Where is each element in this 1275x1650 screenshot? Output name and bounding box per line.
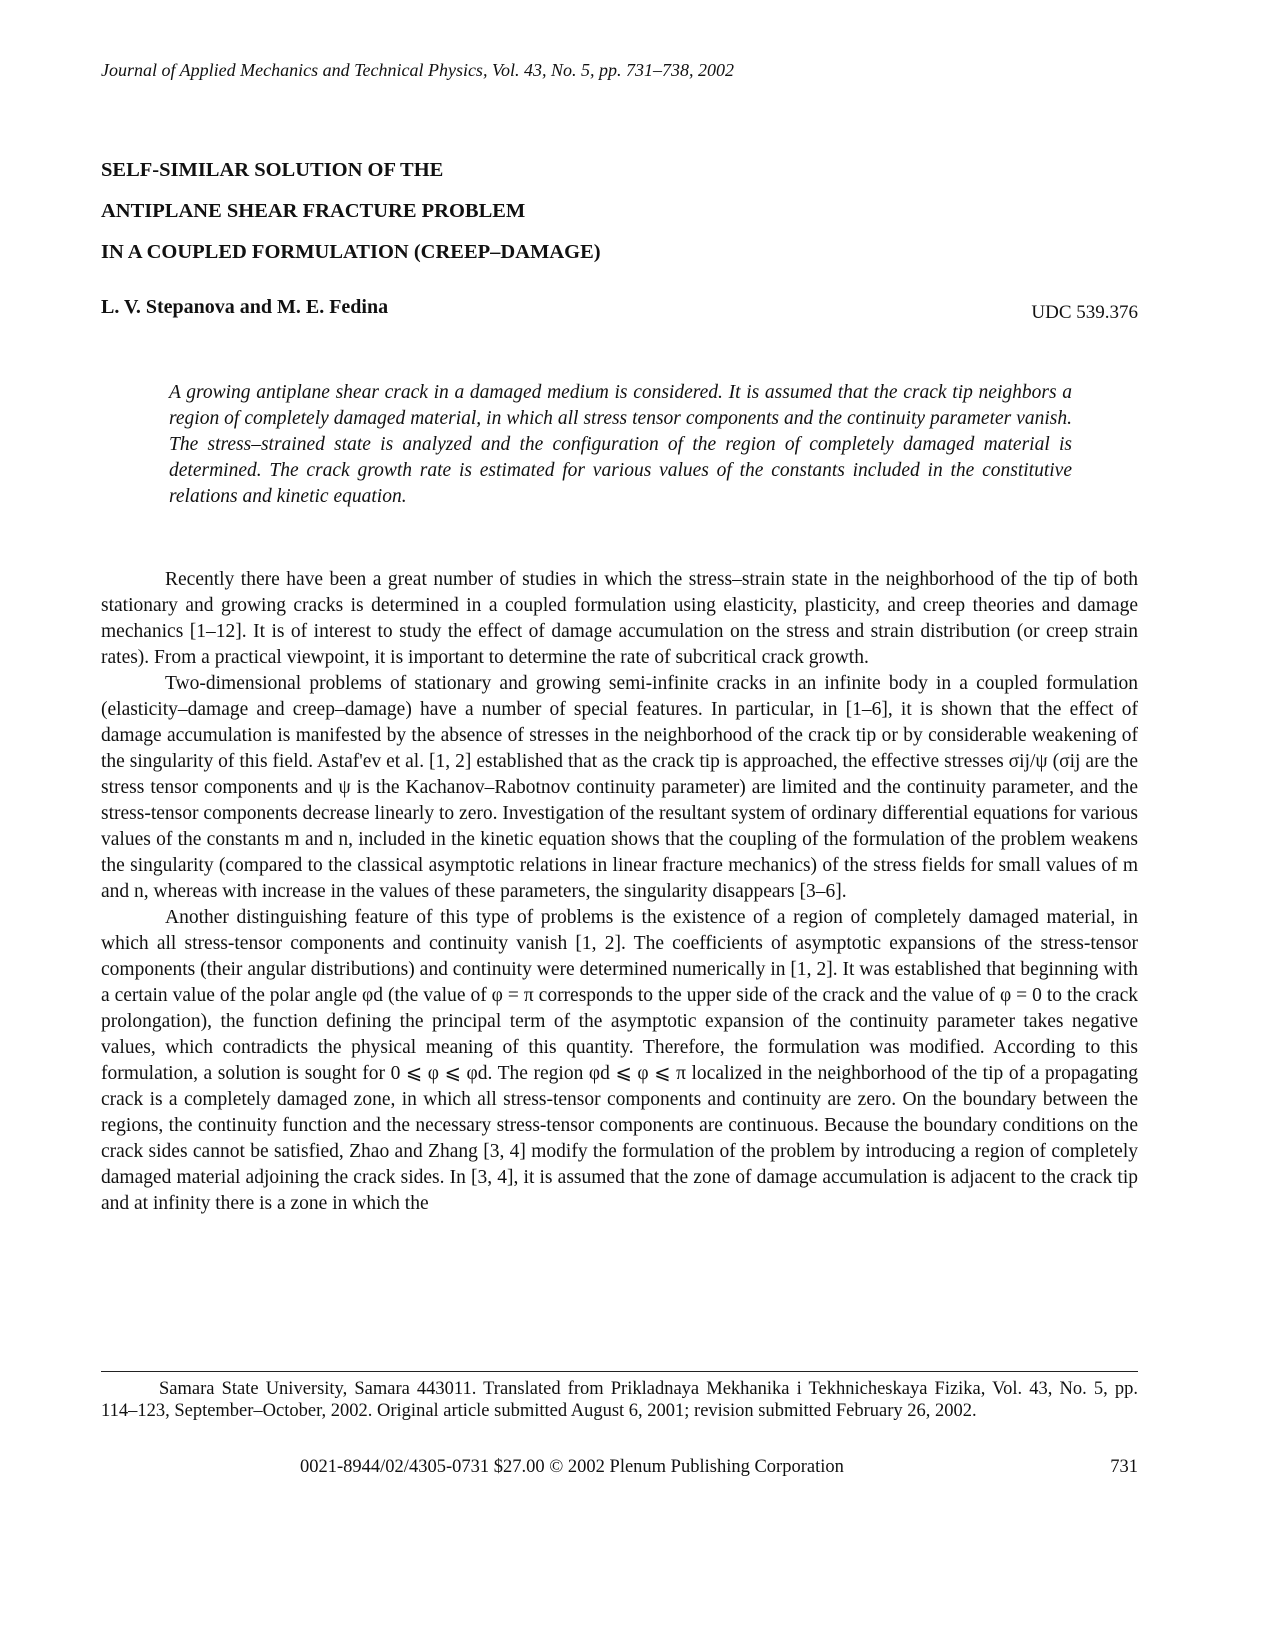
abstract: A growing antiplane shear crack in a damaged medium is considered. It is assumed that the crack tip neighbors a region of completely damaged material, in which all stress tensor components and the continuity parameter vanish. The stress–strained state is analyzed and the configuration of the region of completely damaged material is determined. The crack growth rate is estimated for various values of the constants included in the constitutive relations and kinetic equation. — [169, 382, 1072, 507]
body-text — [101, 567, 1138, 1217]
footnote — [101, 1378, 1138, 1422]
paragraph-3: Another distinguishing feature of this type of problems is the existence of a region of completely damaged material, in which all stress-tensor components and continuity vanish [1, 2]. The coefficients of asymptotic expansions of the stress-tensor components (their angular distributions) and continuity were determined numerically in [1, 2]. It was established that beginning with a certain value of the polar angle φd (the value of φ = π corresponds to the upper side of the crack and the value of φ = 0 to the crack prolongation), the function defining the principal term of the asymptotic expansion of the continuity parameter takes negative values, which contradicts the physical meaning of this quantity. Therefore, the formulation was modified. According to this formulation, a solution is sought for 0 ⩽ φ ⩽ φd. The region φd ⩽ φ ⩽ π localized in the neighborhood of the tip of a propagating crack is a completely damaged zone, in which all stress-tensor components and continuity are zero. On the boundary between the regions, the continuity function and the necessary stress-tensor components are continuous. Because the boundary conditions on the crack sides cannot be satisfied, Zhao and Zhang [3, 4] modify the formulation of the problem by introducing a region of completely damaged material adjoining the crack sides. In [3, 4], it is assumed that the zone of damage accumulation is adjacent to the crack tip and at infinity there is a zone in which the — [101, 907, 1138, 1214]
footnote-rule — [101, 1371, 1138, 1372]
paragraph-2: Two-dimensional problems of stationary and growing semi-infinite cracks in an infinite body in a coupled formulation (elasticity–damage and creep–damage) have a number of special features. In particular, in [1–6], it is shown that the effect of damage accumulation is manifested by the absence of stresses in the neighborhood of the crack tip or by considerable weakening of the singularity of this field. Astaf'ev et al. [1, 2] established that as the crack tip is approached, the effective stresses σij/ψ (σij are the stress tensor components and ψ is the Kachanov–Rabotnov continuity parameter) are limited and the continuity parameter, and the stress-tensor components decrease linearly to zero. Investigation of the resultant system of ordinary differential equations for various values of the constants m and n, included in the kinetic equation shows that the coupling of the formulation of the problem weakens the singularity (compared to the classical asymptotic relations in linear fracture mechanics) of the stress fields for small values of m and n, whereas with increase in the values of these parameters, the singularity disappears [3–6]. — [101, 673, 1138, 902]
title-line-1: SELF-SIMILAR SOLUTION OF THE — [101, 159, 444, 181]
footnote-text: Samara State University, Samara 443011. Translated from Prikladnaya Mekhanika i Tekhnicheskaya Fizika, Vol. 43, No. 5, pp. 114–123, September–October, 2002. Original article submitted August 6, 2001; revision submitted February 26, 2002. — [101, 1379, 1138, 1421]
paper-title — [101, 150, 601, 273]
paragraph-1: Recently there have been a great number of studies in which the stress–strain state in the neighborhood of the tip of both stationary and growing cracks is determined in a coupled formulation using elasticity, plasticity, and creep theories and damage mechanics [1–12]. It is of interest to study the effect of damage accumulation on the stress and strain distribution (or creep strain rates). From a practical viewpoint, it is important to determine the rate of subcritical crack growth. — [101, 569, 1138, 668]
journal-citation: Journal of Applied Mechanics and Technical Physics, Vol. 43, No. 5, pp. 731–738, 2002 — [101, 60, 734, 80]
page-number: 731 — [1110, 1457, 1138, 1477]
udc-code: UDC 539.376 — [1031, 302, 1138, 323]
title-line-3: IN A COUPLED FORMULATION (CREEP–DAMAGE) — [101, 241, 601, 263]
title-line-2: ANTIPLANE SHEAR FRACTURE PROBLEM — [101, 200, 526, 222]
copyright-text: 0021-8944/02/4305-0731 $27.00 © 2002 Plenum Publishing Corporation — [300, 1457, 844, 1477]
authors: L. V. Stepanova and M. E. Fedina — [101, 296, 389, 318]
